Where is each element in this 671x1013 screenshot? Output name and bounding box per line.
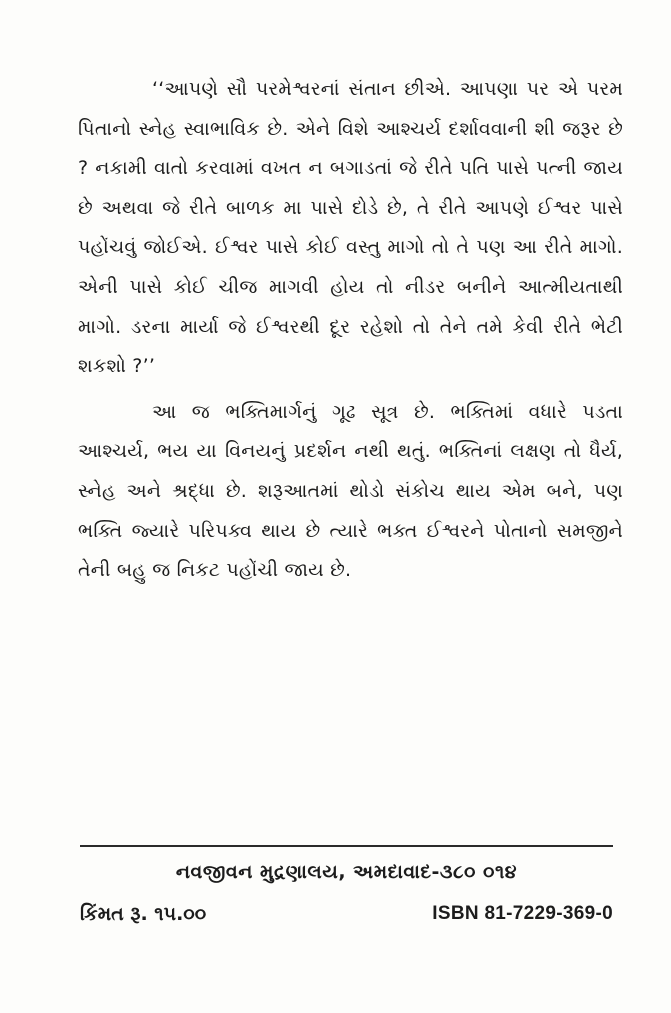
footer-divider (80, 845, 613, 847)
price-label: કિંમત રૂ. ૧૫.૦૦ (80, 903, 207, 925)
paragraph-quote: ‘‘આપણે સૌ પરમેશ્વરનાં સંતાન છીએ. આપણા પર એ પરમ પિતાનો સ્નેહ સ્વાભાવિક છે. એને વિશે આશ્ચર્ય દર્શાવવાની શી જરૂર છે ? નકામી વાતો કરવામાં વખત ન બગાડતાં જે રીતે પતિ પાસે પત્ની જાય છે અથવા જે રીતે બાળક મા પાસે દોડે છે, તે રીતે આપણે ઈશ્વર પાસે પહોંચવું જોઈએ. ઈશ્વર પાસે કોઈ વસ્તુ માગો તો તે પણ આ રીતે માગો. એની પાસે કોઈ ચીજ માગવી હોય તો નીડર બનીને આત્મીયતાથી માગો. ડરના માર્યા જે ઈશ્વરથી દૂર રહેશો તો તેને તમે કેવી રીતે ભેટી શકશો ?’’ (78, 78, 623, 378)
paragraph-commentary: આ જ ભક્તિમાર્ગનું ગૂઢ સૂત્ર છે. ભક્તિમાં વધારે પડતા આશ્ચર્ય, ભય યા વિનયનું પ્રદર્શન નથી થતું. ભક્તિનાં લક્ષણ તો ધૈર્ય, સ્નેહ અને શ્રદ્ધા છે. શરૂઆતમાં થોડો સંકોચ થાય એમ બને, પણ ભક્તિ જ્યારે પરિપક્વ થાય છે ત્યારે ભક્ત ઈશ્વરને પોતાનો સમજીને તેની બહુ જ નિકટ પહોંચી જાય છે. (78, 400, 623, 582)
publisher-line: નવજીવન મુદ્રણાલય, અમદાવાદ-૩૮૦ ૦૧૪ (175, 861, 518, 883)
isbn-label: ISBN 81-7229-369-0 (432, 903, 613, 924)
body-text (78, 70, 623, 591)
